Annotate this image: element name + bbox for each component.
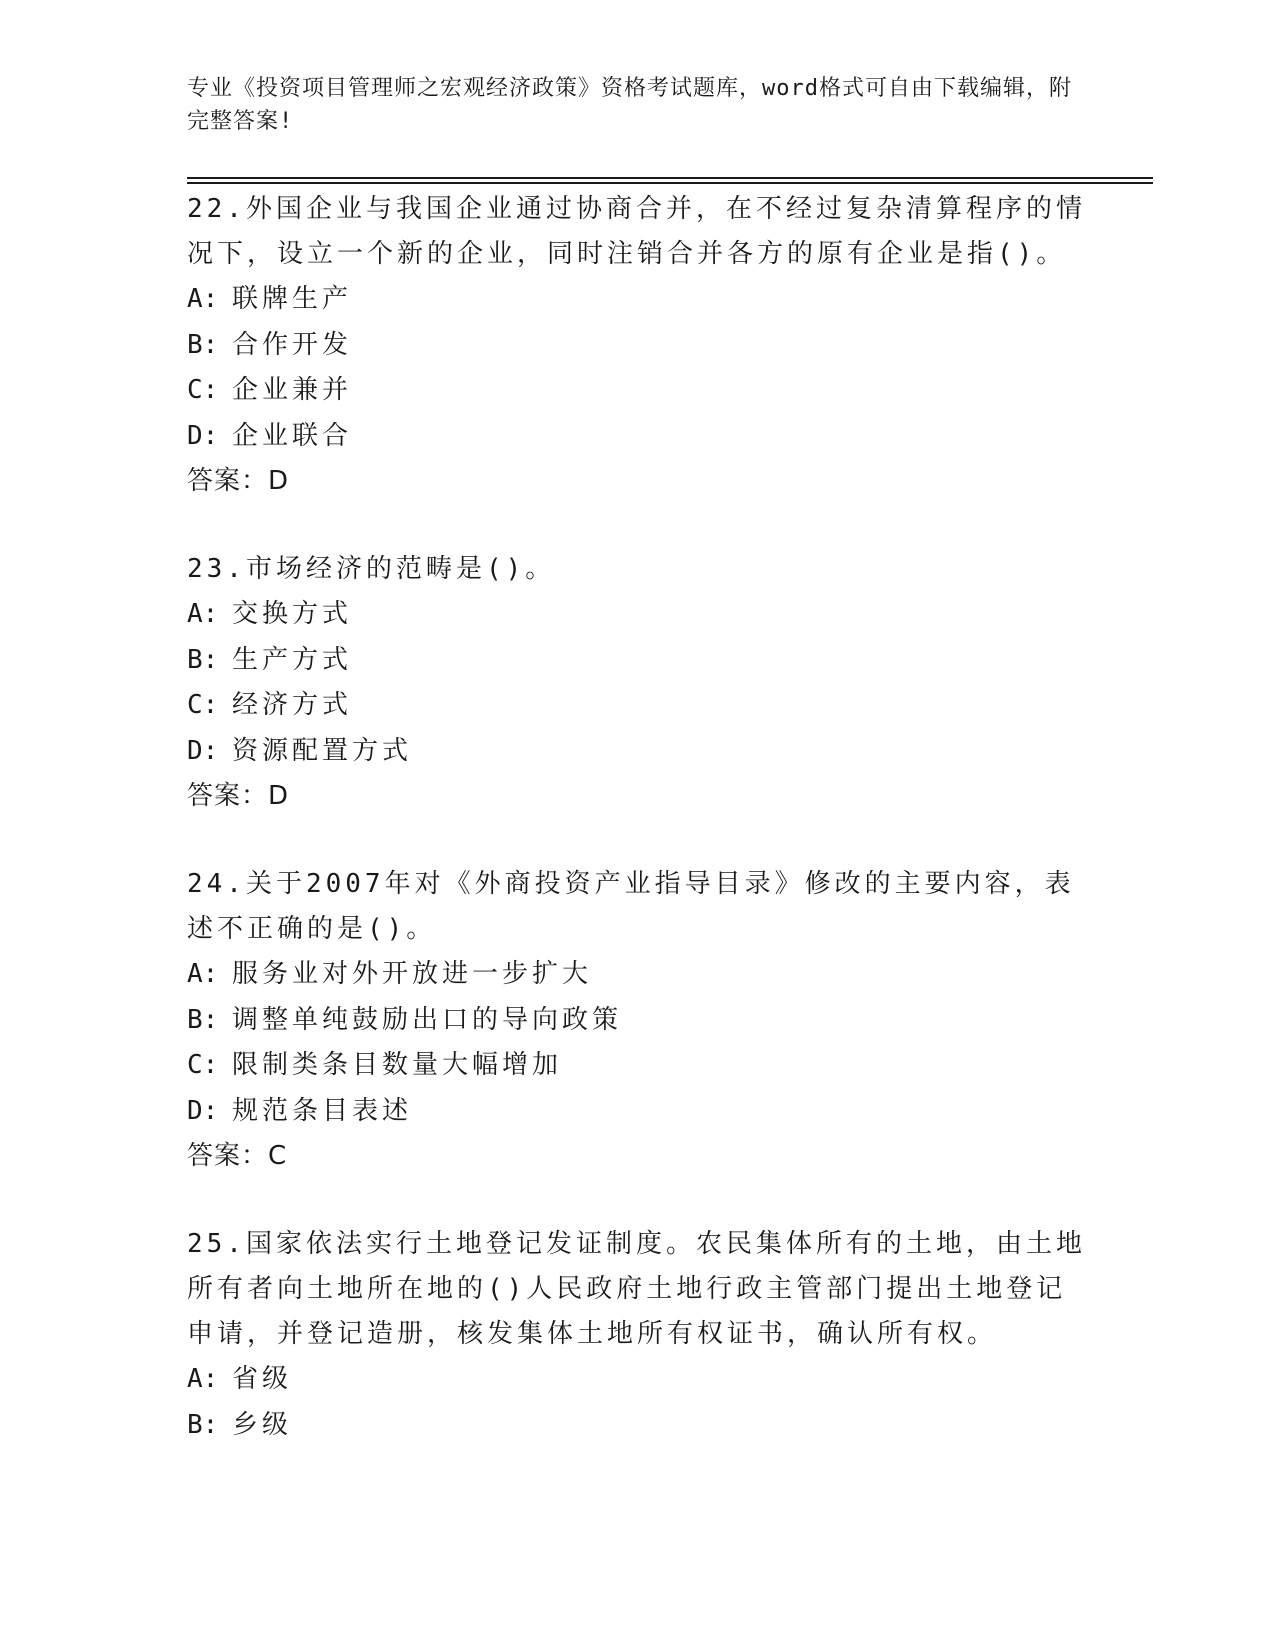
question-stem: 25.国家依法实行土地登记发证制度。农民集体所有的土地，由土地所有者向土地所在地的()人民政府土地行政主管部门提出土地登记申请，并登记造册，核发集体土地所有权证书，确认所有权。: [187, 1229, 1086, 1349]
option-text: 调整单纯鼓励出口的导向政策: [232, 1004, 623, 1035]
option-text: 企业联合: [232, 420, 353, 451]
option-letter: C:: [187, 375, 219, 405]
option-text: 联牌生产: [232, 284, 353, 314]
option-letter: D:: [187, 735, 219, 766]
option-d: [187, 729, 1087, 775]
option-letter: B:: [187, 329, 219, 360]
header-divider-bottom: [187, 182, 1153, 184]
question-list: [187, 187, 1087, 1491]
answer-line: 答案：D: [187, 466, 290, 496]
option-text: 生产方式: [232, 644, 353, 675]
option-text: 交换方式: [232, 599, 353, 629]
option-text: 乡级: [232, 1409, 293, 1440]
option-b: [187, 323, 1087, 369]
question-22: [187, 187, 1087, 504]
option-text: 企业兼并: [232, 375, 353, 405]
option-text: 规范条目表述: [232, 1095, 413, 1126]
option-d: [187, 1089, 1087, 1135]
document-header: [187, 72, 1077, 138]
option-a: [187, 952, 1087, 998]
header-divider-top: [187, 177, 1153, 179]
option-text: 限制类条目数量大幅增加: [232, 1050, 563, 1080]
option-letter: A:: [187, 959, 219, 989]
option-b: [187, 638, 1087, 684]
option-a: [187, 592, 1087, 638]
option-letter: D:: [187, 1095, 219, 1126]
option-letter: A:: [187, 599, 219, 629]
option-letter: B:: [187, 1004, 219, 1035]
header-text: 专业《投资项目管理师之宏观经济政策》资格考试题库，word格式可自由下载编辑，附完整答案!: [187, 76, 1072, 134]
option-text: 合作开发: [232, 329, 353, 360]
option-c: [187, 1043, 1087, 1089]
option-b: [187, 1403, 1087, 1449]
question-stem: 22.外国企业与我国企业通过协商合并，在不经过复杂清算程序的情况下，设立一个新的企业，同时注销合并各方的原有企业是指()。: [187, 194, 1086, 269]
option-c: [187, 683, 1087, 729]
option-letter: A:: [187, 1364, 219, 1394]
question-25: [187, 1222, 1087, 1448]
option-letter: C:: [187, 1050, 219, 1080]
question-stem: 24.关于2007年对《外商投资产业指导目录》修改的主要内容，表述不正确的是()。: [187, 869, 1075, 944]
option-letter: B:: [187, 1409, 219, 1440]
question-23: [187, 547, 1087, 819]
option-d: [187, 414, 1087, 460]
option-letter: C:: [187, 690, 219, 720]
answer-line: 答案：C: [187, 1141, 288, 1171]
option-a: [187, 277, 1087, 323]
option-text: 省级: [232, 1364, 293, 1394]
option-letter: A:: [187, 284, 219, 314]
option-a: [187, 1357, 1087, 1403]
answer-line: 答案：D: [187, 781, 290, 811]
question-stem: 23.市场经济的范畴是()。: [187, 554, 556, 584]
option-letter: D:: [187, 420, 219, 451]
question-24: [187, 862, 1087, 1179]
option-text: 经济方式: [232, 690, 353, 720]
option-b: [187, 998, 1087, 1044]
option-letter: B:: [187, 644, 219, 675]
option-c: [187, 368, 1087, 414]
option-text: 资源配置方式: [232, 735, 413, 766]
option-text: 服务业对外开放进一步扩大: [232, 959, 593, 989]
